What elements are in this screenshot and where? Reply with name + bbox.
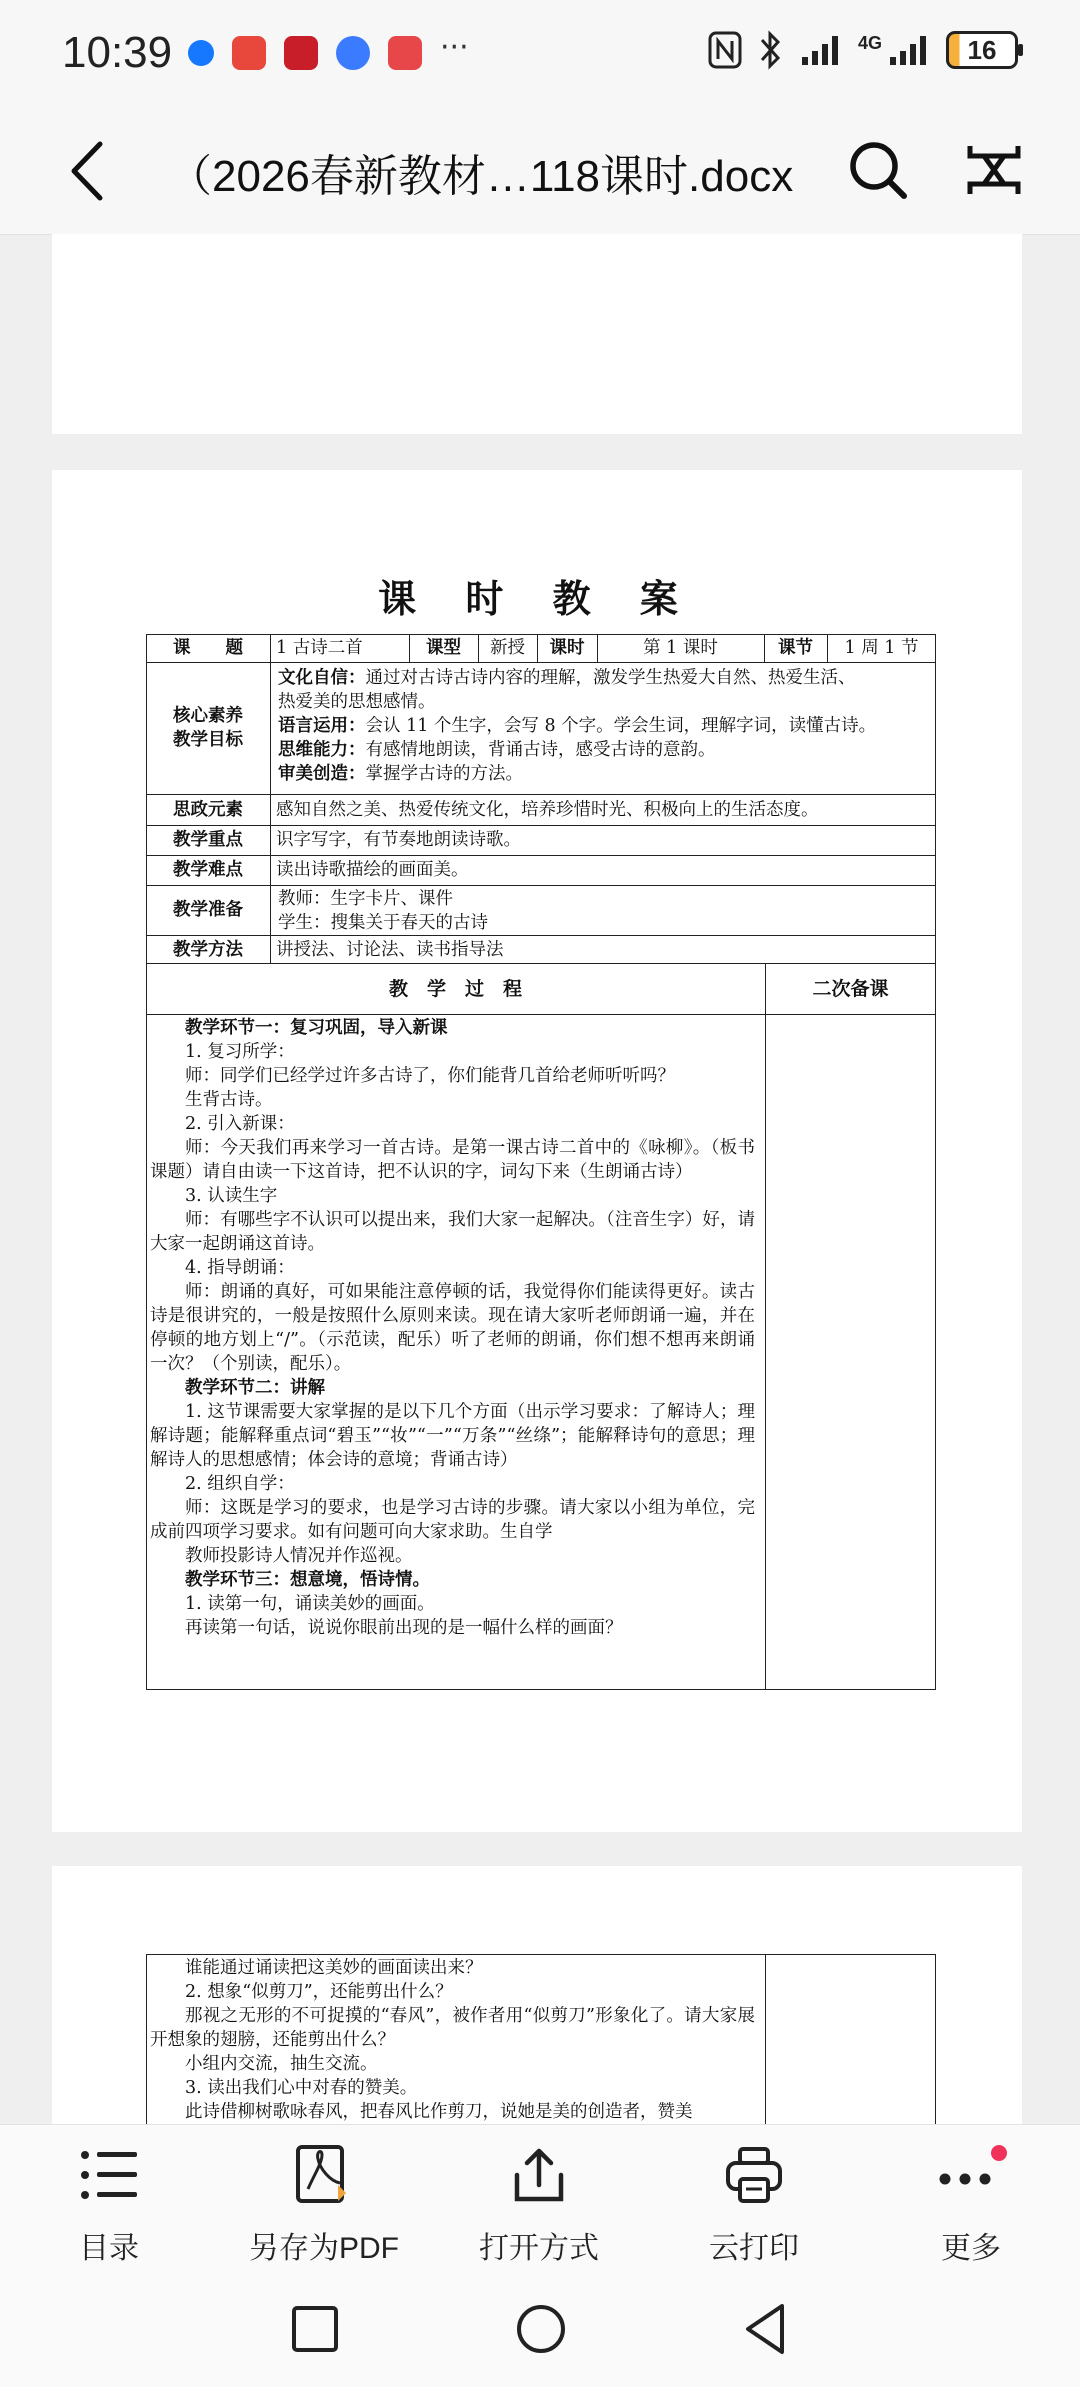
recent-apps-button[interactable] — [290, 2304, 340, 2354]
document-page-previous — [52, 234, 1022, 434]
search-icon[interactable] — [846, 138, 910, 202]
back-arrow-icon[interactable] — [60, 136, 120, 206]
topic-value: 1 古诗二首 — [276, 638, 363, 658]
title-bar — [0, 110, 1080, 235]
section-value: 1 周 1 节 — [844, 638, 919, 658]
toc-label: 目录 — [79, 2232, 139, 2265]
save-as-pdf-button[interactable] — [239, 2145, 409, 2267]
teaching-process-table — [146, 964, 936, 1690]
preparation-student: 学生：搜集关于春天的古诗 — [278, 913, 488, 933]
second-prep-header: 二次备课 — [812, 978, 889, 1000]
document-heading: 课 时 教 案 — [378, 576, 696, 621]
process-line: 生背古诗。 — [185, 1090, 273, 1110]
process-line: 2. 想象“似剪刀”，还能剪出什么？ — [185, 1982, 453, 2002]
process-content — [150, 1016, 755, 1640]
process-line: 小组内交流，抽生交流。 — [185, 2054, 378, 2074]
preparation-teacher: 教师：生字卡片、课件 — [278, 889, 453, 909]
preparation-content — [278, 887, 928, 935]
process-line: 师：有哪些字不认识可以提出来，我们大家一起解决。（注音生字）好，请大家一起朗诵这首诗。 — [150, 1210, 755, 1254]
method-label: 教学方法 — [173, 939, 243, 960]
core-goal-item: 热爱美的思想感情。 — [278, 692, 436, 712]
difficulty-value: 读出诗歌描绘的画面美。 — [276, 860, 469, 880]
key-point-value: 识字写字，有节奏地朗读诗歌。 — [276, 830, 521, 850]
lesson-info-table — [146, 634, 936, 964]
back-button[interactable] — [740, 2302, 790, 2356]
nfc-icon — [708, 31, 742, 69]
core-goals-label-line1: 核心素养 — [173, 706, 243, 726]
process-line: 教师投影诗人情况并作巡视。 — [185, 1546, 413, 1566]
process-line: 师：今天我们再来学习一首古诗。是第一课古诗二首中的《咏柳》。（板书课题）请自由读一下这首诗，把不认识的字，词勾下来（生朗诵古诗） — [150, 1138, 755, 1182]
method-value: 讲授法、讨论法、读书指导法 — [276, 939, 504, 960]
process-line: 1. 复习所学： — [185, 1042, 295, 1062]
topic-label: 课 题 — [173, 638, 243, 658]
process-line: 教学环节三：想意境，悟诗情。 — [185, 1570, 430, 1590]
class-hours-label: 课时 — [549, 638, 585, 658]
status-bar — [0, 0, 1080, 110]
pdf-icon — [292, 2145, 356, 2205]
key-point-label: 教学重点 — [173, 830, 243, 850]
process-line: 师：同学们已经学过许多古诗了，你们能背几首给老师听听吗？ — [185, 1066, 675, 1086]
process-header: 教 学 过 程 — [388, 978, 522, 1000]
more-label: 更多 — [941, 2232, 1001, 2265]
save-as-pdf-label: 另存为PDF — [249, 2232, 399, 2265]
core-goal-item: 文化自信：通过对古诗古诗内容的理解，激发学生热爱大自然、热爱生活、 — [278, 668, 856, 688]
process-line: 那视之无形的不可捉摸的“春风”，被作者用“似剪刀”形象化了。请大家展开想象的翅膀，还能剪出什么？ — [150, 2006, 755, 2050]
document-page-next — [52, 1866, 1022, 2124]
warning-app-icon — [232, 36, 266, 70]
read-mode-icon[interactable] — [962, 138, 1026, 202]
status-indicators — [708, 30, 1018, 70]
cloud-print-label: 云打印 — [709, 2232, 799, 2265]
network-type: 4G — [857, 32, 882, 53]
cloud-print-button[interactable] — [669, 2145, 839, 2267]
process-line: 1. 读第一句，诵读美妙的画面。 — [185, 1594, 435, 1614]
document-page — [52, 470, 1022, 1832]
ideology-label: 思政元素 — [173, 799, 243, 820]
core-goals-label — [146, 662, 270, 794]
open-with-label: 打开方式 — [479, 2232, 599, 2265]
process-line: 2. 引入新课： — [185, 1114, 295, 1134]
process-line: 此诗借柳树歌咏春风，把春风比作剪刀，说她是美的创造者，赞美 — [185, 2102, 693, 2122]
battery-icon — [946, 31, 1018, 69]
process-line: 教学环节二：讲解 — [185, 1378, 325, 1398]
process-line: 2. 组织自学： — [185, 1474, 295, 1494]
difficulty-label: 教学难点 — [173, 860, 243, 880]
cloud-app-icon — [336, 36, 370, 70]
core-goal-item: 语言运用：会认 11 个生字，会写 8 个字。学会生词，理解字词，读懂古诗。 — [278, 716, 877, 736]
cell-signal-icon — [888, 33, 930, 67]
message-app-icon — [188, 40, 214, 66]
core-goals-label-line2: 教学目标 — [173, 730, 243, 750]
core-goal-item: 审美创造：掌握学古诗的方法。 — [278, 764, 523, 784]
core-goals-content — [278, 666, 928, 786]
share-icon — [507, 2145, 571, 2205]
status-time: 10:39 — [62, 28, 173, 77]
process-content-continued — [150, 1956, 755, 2124]
process-line: 谁能通过诵读把这美妙的画面读出来？ — [185, 1958, 483, 1978]
printer-icon — [722, 2145, 786, 2205]
bank-app-icon — [284, 36, 318, 70]
more-icon — [933, 2145, 1009, 2205]
more-button[interactable] — [886, 2145, 1056, 2267]
ideology-value: 感知自然之美、热爱传统文化，培养珍惜时光、积极向上的生活态度。 — [276, 799, 819, 820]
battery-level: 16 — [967, 34, 997, 65]
open-with-button[interactable] — [454, 2145, 624, 2267]
more-notifications-icon: ··· — [440, 30, 469, 65]
process-line: 师：这既是学习的要求，也是学习古诗的步骤。请大家以小组为单位，完成前四项学习要求。如有问题可向大家求助。生自学 — [150, 1498, 755, 1542]
lesson-type-value: 新授 — [490, 638, 525, 658]
process-line: 3. 读出我们心中对春的赞美。 — [185, 2078, 418, 2098]
preparation-label: 教学准备 — [173, 900, 243, 920]
toc-button[interactable] — [24, 2145, 194, 2267]
wifi-signal-icon — [800, 33, 842, 67]
section-label: 课节 — [778, 638, 813, 658]
process-line: 师：朗诵的真好，可如果能注意停顿的话，我觉得你们能读得更好。读古诗是很讲究的，一般是按照什么原则来读。现在请大家听老师朗诵一遍，并在停顿的地方划上“/”。（示范读，配乐）听了老师的朗诵，你们想不想再来朗诵一次？（个别读，配乐）。 — [150, 1282, 755, 1374]
process-line: 1. 这节课需要大家掌握的是以下几个方面（出示学习要求：了解诗人；理解诗题；能解释重点词“碧玉”“妆”“一”“万条”“丝绦”；能解释诗句的意思；理解诗人的思想感情；体会诗的意境；背诵古诗） — [150, 1402, 755, 1470]
process-line: 教学环节一：复习巩固，导入新课 — [185, 1018, 448, 1038]
home-button[interactable] — [514, 2302, 568, 2356]
class-hours-value: 第 1 课时 — [643, 638, 718, 658]
process-line: 3. 认读生字 — [185, 1186, 278, 1206]
notification-badge — [991, 2145, 1007, 2161]
core-goal-item: 思维能力：有感情地朗读，背诵古诗，感受古诗的意韵。 — [278, 740, 716, 760]
process-line: 4. 指导朗诵： — [185, 1258, 295, 1278]
teaching-process-table-continued — [146, 1954, 936, 2124]
list-icon — [77, 2145, 141, 2205]
bottom-toolbar — [0, 2124, 1080, 2285]
bluetooth-icon — [758, 30, 784, 70]
huawei-app-icon — [388, 36, 422, 70]
system-navigation-bar — [0, 2284, 1080, 2387]
lesson-type-label: 课型 — [426, 638, 461, 658]
document-title: （2026春新教材…118课时.docx — [168, 152, 794, 201]
process-line: 再读第一句话，说说你眼前出现的是一幅什么样的画面？ — [185, 1618, 623, 1638]
